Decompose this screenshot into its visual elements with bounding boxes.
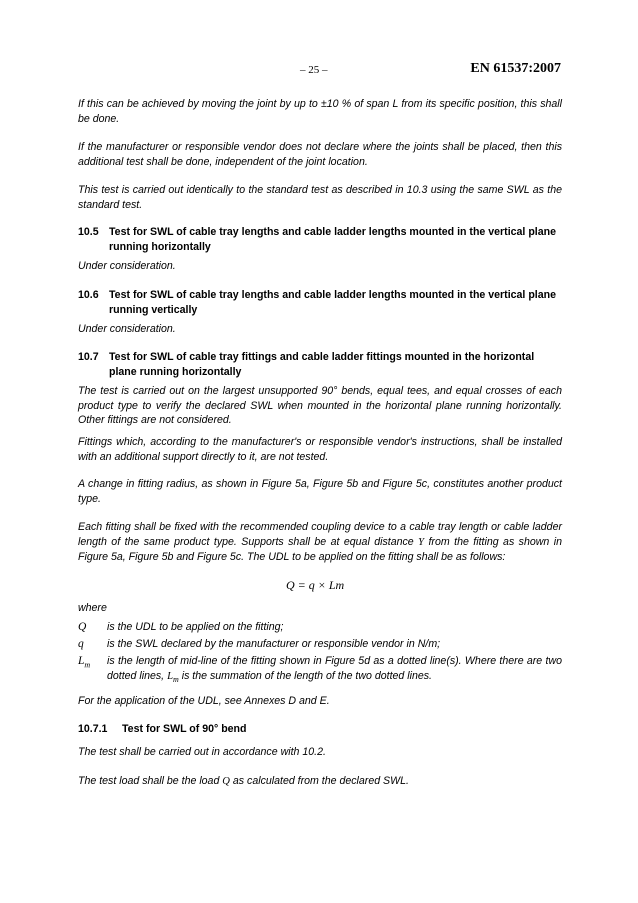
definition-q-upper bbox=[78, 620, 562, 635]
heading-10-6 bbox=[78, 288, 562, 317]
page-number: – 25 – bbox=[300, 64, 328, 76]
paragraph-10-7-1-load: The test load shall be the load Q as calculated from the declared SWL. bbox=[78, 775, 409, 787]
definition-symbol: Q bbox=[78, 621, 87, 633]
paragraph-10-7-scope: The test is carried out on the largest unsupported 90° bends, equal tees, and equal crosses of each product type to verify the declared SWL when mounted in the horizontal plane running horizontally. Other fittings are not considered. bbox=[78, 385, 562, 426]
heading-title: Test for SWL of cable tray fittings and cable ladder fittings mounted in the horizontal plane running horizontally bbox=[109, 351, 535, 378]
paragraph-joint-not-declared: If the manufacturer or responsible vendor does not declare where the joints shall be placed, then this additional test shall be done, independent of the joint location. bbox=[78, 141, 562, 168]
heading-number: 10.7 bbox=[78, 351, 99, 363]
heading-number: 10.7.1 bbox=[78, 723, 108, 735]
definition-lm bbox=[78, 654, 562, 687]
heading-10-7 bbox=[78, 350, 562, 379]
heading-number: 10.6 bbox=[78, 289, 99, 301]
heading-10-7-1 bbox=[78, 722, 562, 737]
definition-text: is the UDL to be applied on the fitting; bbox=[107, 621, 284, 633]
definition-q-lower bbox=[78, 637, 562, 652]
paragraph-10-7-radius: A change in fitting radius, as shown in Figure 5a, Figure 5b and Figure 5c, constitutes another product type. bbox=[78, 478, 562, 505]
symbol-q: Q bbox=[222, 776, 230, 787]
standard-number: EN 61537:2007 bbox=[470, 61, 561, 76]
paragraph-standard-test: This test is carried out identically to the standard test as described in 10.3 using the same SWL as the standard test. bbox=[78, 184, 562, 211]
paragraph-10-7-additional-support: Fittings which, according to the manufacturer's or responsible vendor's instructions, shall be installed with an additional support directly to it, are not tested. bbox=[78, 436, 562, 463]
paragraph-joint-span: If this can be achieved by moving the joint by up to ±10 % of span L from its specific position, this shall be done. bbox=[78, 98, 562, 125]
heading-title: Test for SWL of 90° bend bbox=[122, 723, 247, 735]
heading-title: Test for SWL of cable tray lengths and cable ladder lengths mounted in the vertical plane running vertically bbox=[109, 289, 556, 316]
definition-symbol: q bbox=[78, 638, 84, 650]
where-label: where bbox=[78, 602, 107, 614]
udl-formula: Q = q × Lm bbox=[286, 578, 345, 592]
heading-number: 10.5 bbox=[78, 226, 99, 238]
paragraph-annex-reference: For the application of the UDL, see Annexes D and E. bbox=[78, 695, 330, 707]
definition-symbol: $L_m$ bbox=[78, 655, 91, 670]
paragraph-10-7-1-test: The test shall be carried out in accordance with 10.2. bbox=[78, 746, 326, 758]
paragraph-10-6-body: Under consideration. bbox=[78, 323, 176, 335]
heading-title: Test for SWL of cable tray lengths and cable ladder lengths mounted in the vertical plane running horizontally bbox=[109, 226, 556, 253]
heading-10-5 bbox=[78, 225, 562, 254]
paragraph-10-5-body: Under consideration. bbox=[78, 260, 176, 272]
definition-text: is the length of mid-line of the fitting shown in Figure 5d as a dotted line(s). Where there are two dotted lines, $L_m$ is the summation of the length of the two dotted lines. bbox=[107, 655, 562, 684]
definition-text: is the SWL declared by the manufacturer or responsible vendor in N/m; bbox=[107, 638, 441, 650]
paragraph-10-7-fixing: Each fitting shall be fixed with the recommended coupling device to a cable tray length or cable ladder length of the same product type. Supports shall be at equal distance Y from the fitting as shown in Figure 5a, Figure 5b and Figure 5c. The UDL to be applied on the fitting shall be as follows: bbox=[78, 521, 562, 563]
symbol-y: Y bbox=[418, 536, 425, 548]
